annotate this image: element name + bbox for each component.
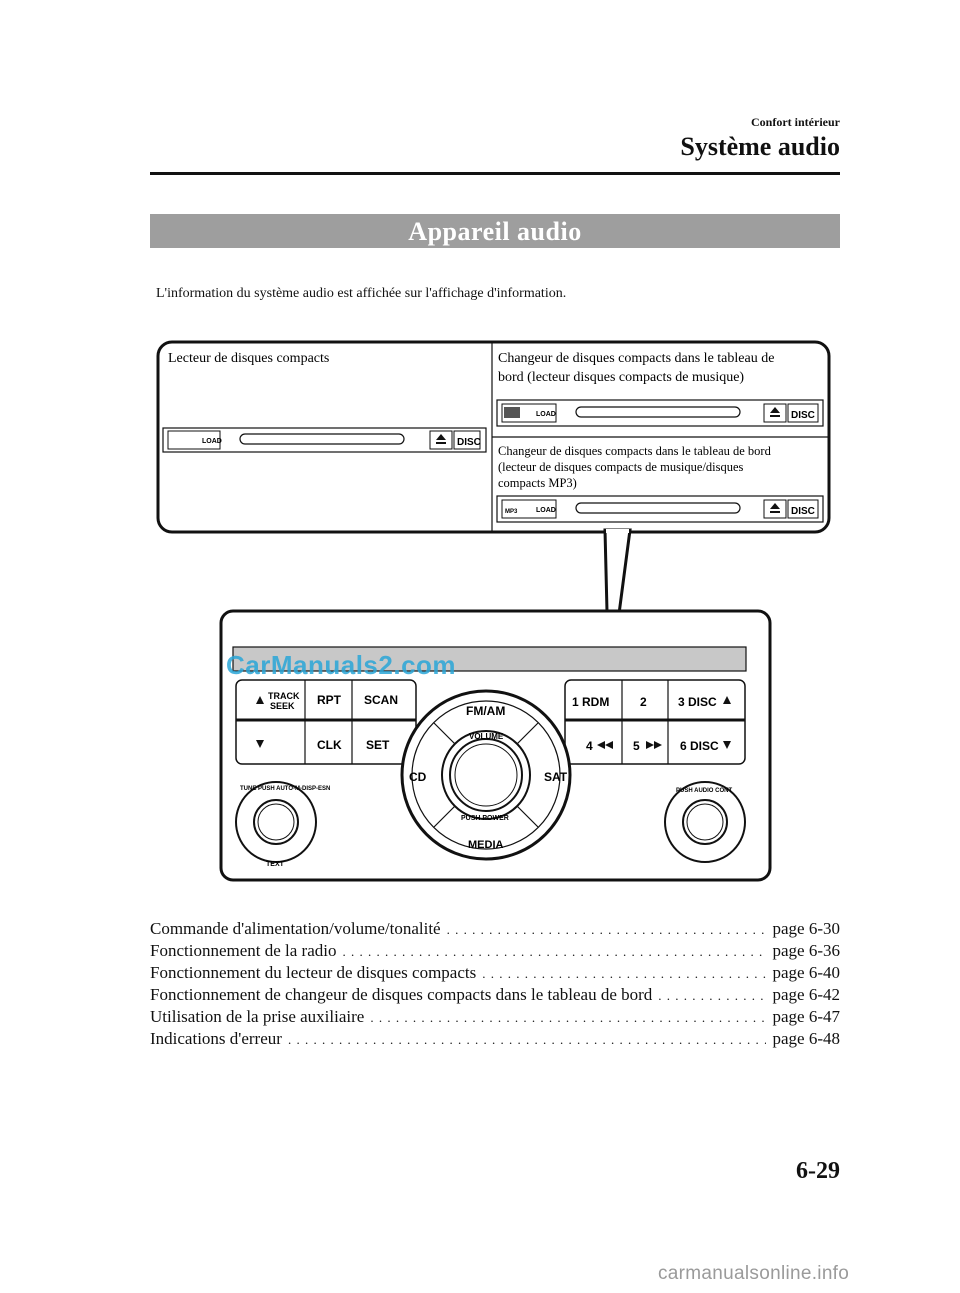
volume-label: VOLUME xyxy=(469,732,504,741)
disc-logo: DISC xyxy=(791,506,815,517)
toc-label: Indications d'erreur xyxy=(150,1029,282,1048)
preset-1-button: 1 RDM xyxy=(572,695,610,709)
mp3-changer-label-line-2: (lecteur de disques compacts de musique/disques xyxy=(498,460,744,474)
mp3-logo: MP3 xyxy=(505,509,518,515)
toc-row xyxy=(150,962,840,984)
toc-row xyxy=(150,940,840,962)
cd-player-slot xyxy=(163,428,486,452)
fm-am-button: FM/AM xyxy=(466,704,506,718)
preset-5-button: 5 xyxy=(633,739,640,753)
toc-row xyxy=(150,984,840,1006)
load-button-label: LOAD xyxy=(536,411,556,418)
disc-logo: DISC xyxy=(791,410,815,421)
cd-player-label: Lecteur de disques compacts xyxy=(168,351,330,366)
changer-label-line-1: Changeur de disques compacts dans le tableau de xyxy=(498,351,775,366)
cd-button: CD xyxy=(409,770,427,784)
rpt-button: RPT xyxy=(317,693,341,707)
push-power-label: PUSH POWER xyxy=(461,815,509,822)
preset-6-button: 6 DISC xyxy=(680,739,719,753)
seek-label: SEEK xyxy=(270,701,295,711)
watermark-carmanuals: CarManuals2.com xyxy=(226,650,457,680)
toc-page: page 6-40 xyxy=(772,963,840,982)
sat-button: SAT xyxy=(544,770,568,784)
toc-page: page 6-36 xyxy=(772,941,840,960)
disc-slot-callout xyxy=(158,342,829,652)
audio-knob-label: PUSH AUDIO CONT xyxy=(676,788,733,794)
track-label: TRACK xyxy=(268,691,300,701)
toc-label: Fonctionnement de la radio xyxy=(150,941,337,960)
scan-button: SCAN xyxy=(364,693,399,707)
set-button: SET xyxy=(366,738,390,752)
section-banner: Appareil audio xyxy=(150,214,840,248)
tune-knob-label: TUNE PUSH AUTO-M-DISP-ESN xyxy=(240,786,331,792)
toc-page: page 6-30 xyxy=(772,919,840,938)
intro-text: L'information du système audio est affichée sur l'affichage d'information. xyxy=(156,286,567,301)
preset-3-button: 3 DISC xyxy=(678,695,717,709)
preset-2-button: 2 xyxy=(640,695,647,709)
toc-row xyxy=(150,1028,840,1050)
toc-page: page 6-47 xyxy=(772,1007,840,1026)
changer-slot xyxy=(497,400,823,426)
media-button: MEDIA xyxy=(468,839,504,851)
toc-label: Fonctionnement de changeur de disques compacts dans le tableau de bord xyxy=(150,985,653,1004)
clk-button: CLK xyxy=(317,738,342,752)
page-title: Système audio xyxy=(680,132,840,161)
toc-row xyxy=(150,1006,840,1028)
toc-label: Utilisation de la prise auxiliaire xyxy=(150,1007,365,1026)
toc-label: Commande d'alimentation/volume/tonalité xyxy=(150,919,441,938)
toc-page: page 6-42 xyxy=(772,985,840,1004)
mp3-changer-label-line-1: Changeur de disques compacts dans le tableau de bord xyxy=(498,444,771,458)
preset-4-button: 4 xyxy=(586,739,593,753)
watermark-footer: carmanualsonline.info xyxy=(658,1263,850,1284)
mp3-changer-label-line-3: compacts MP3) xyxy=(498,476,577,490)
toc-row xyxy=(150,918,840,940)
toc-label: Fonctionnement du lecteur de disques compacts xyxy=(150,963,477,982)
mp3-changer-slot xyxy=(497,496,823,522)
disc-logo: DISC xyxy=(457,437,481,448)
load-button-label: LOAD xyxy=(536,507,556,514)
changer-label-line-2: bord (lecteur disques compacts de musique) xyxy=(498,370,745,385)
text-label: TEXT xyxy=(266,861,284,868)
load-button-label: LOAD xyxy=(202,438,222,445)
section-name: Confort intérieur xyxy=(751,115,840,129)
toc-page: page 6-48 xyxy=(772,1029,840,1048)
page-number: 6-29 xyxy=(796,1158,840,1184)
